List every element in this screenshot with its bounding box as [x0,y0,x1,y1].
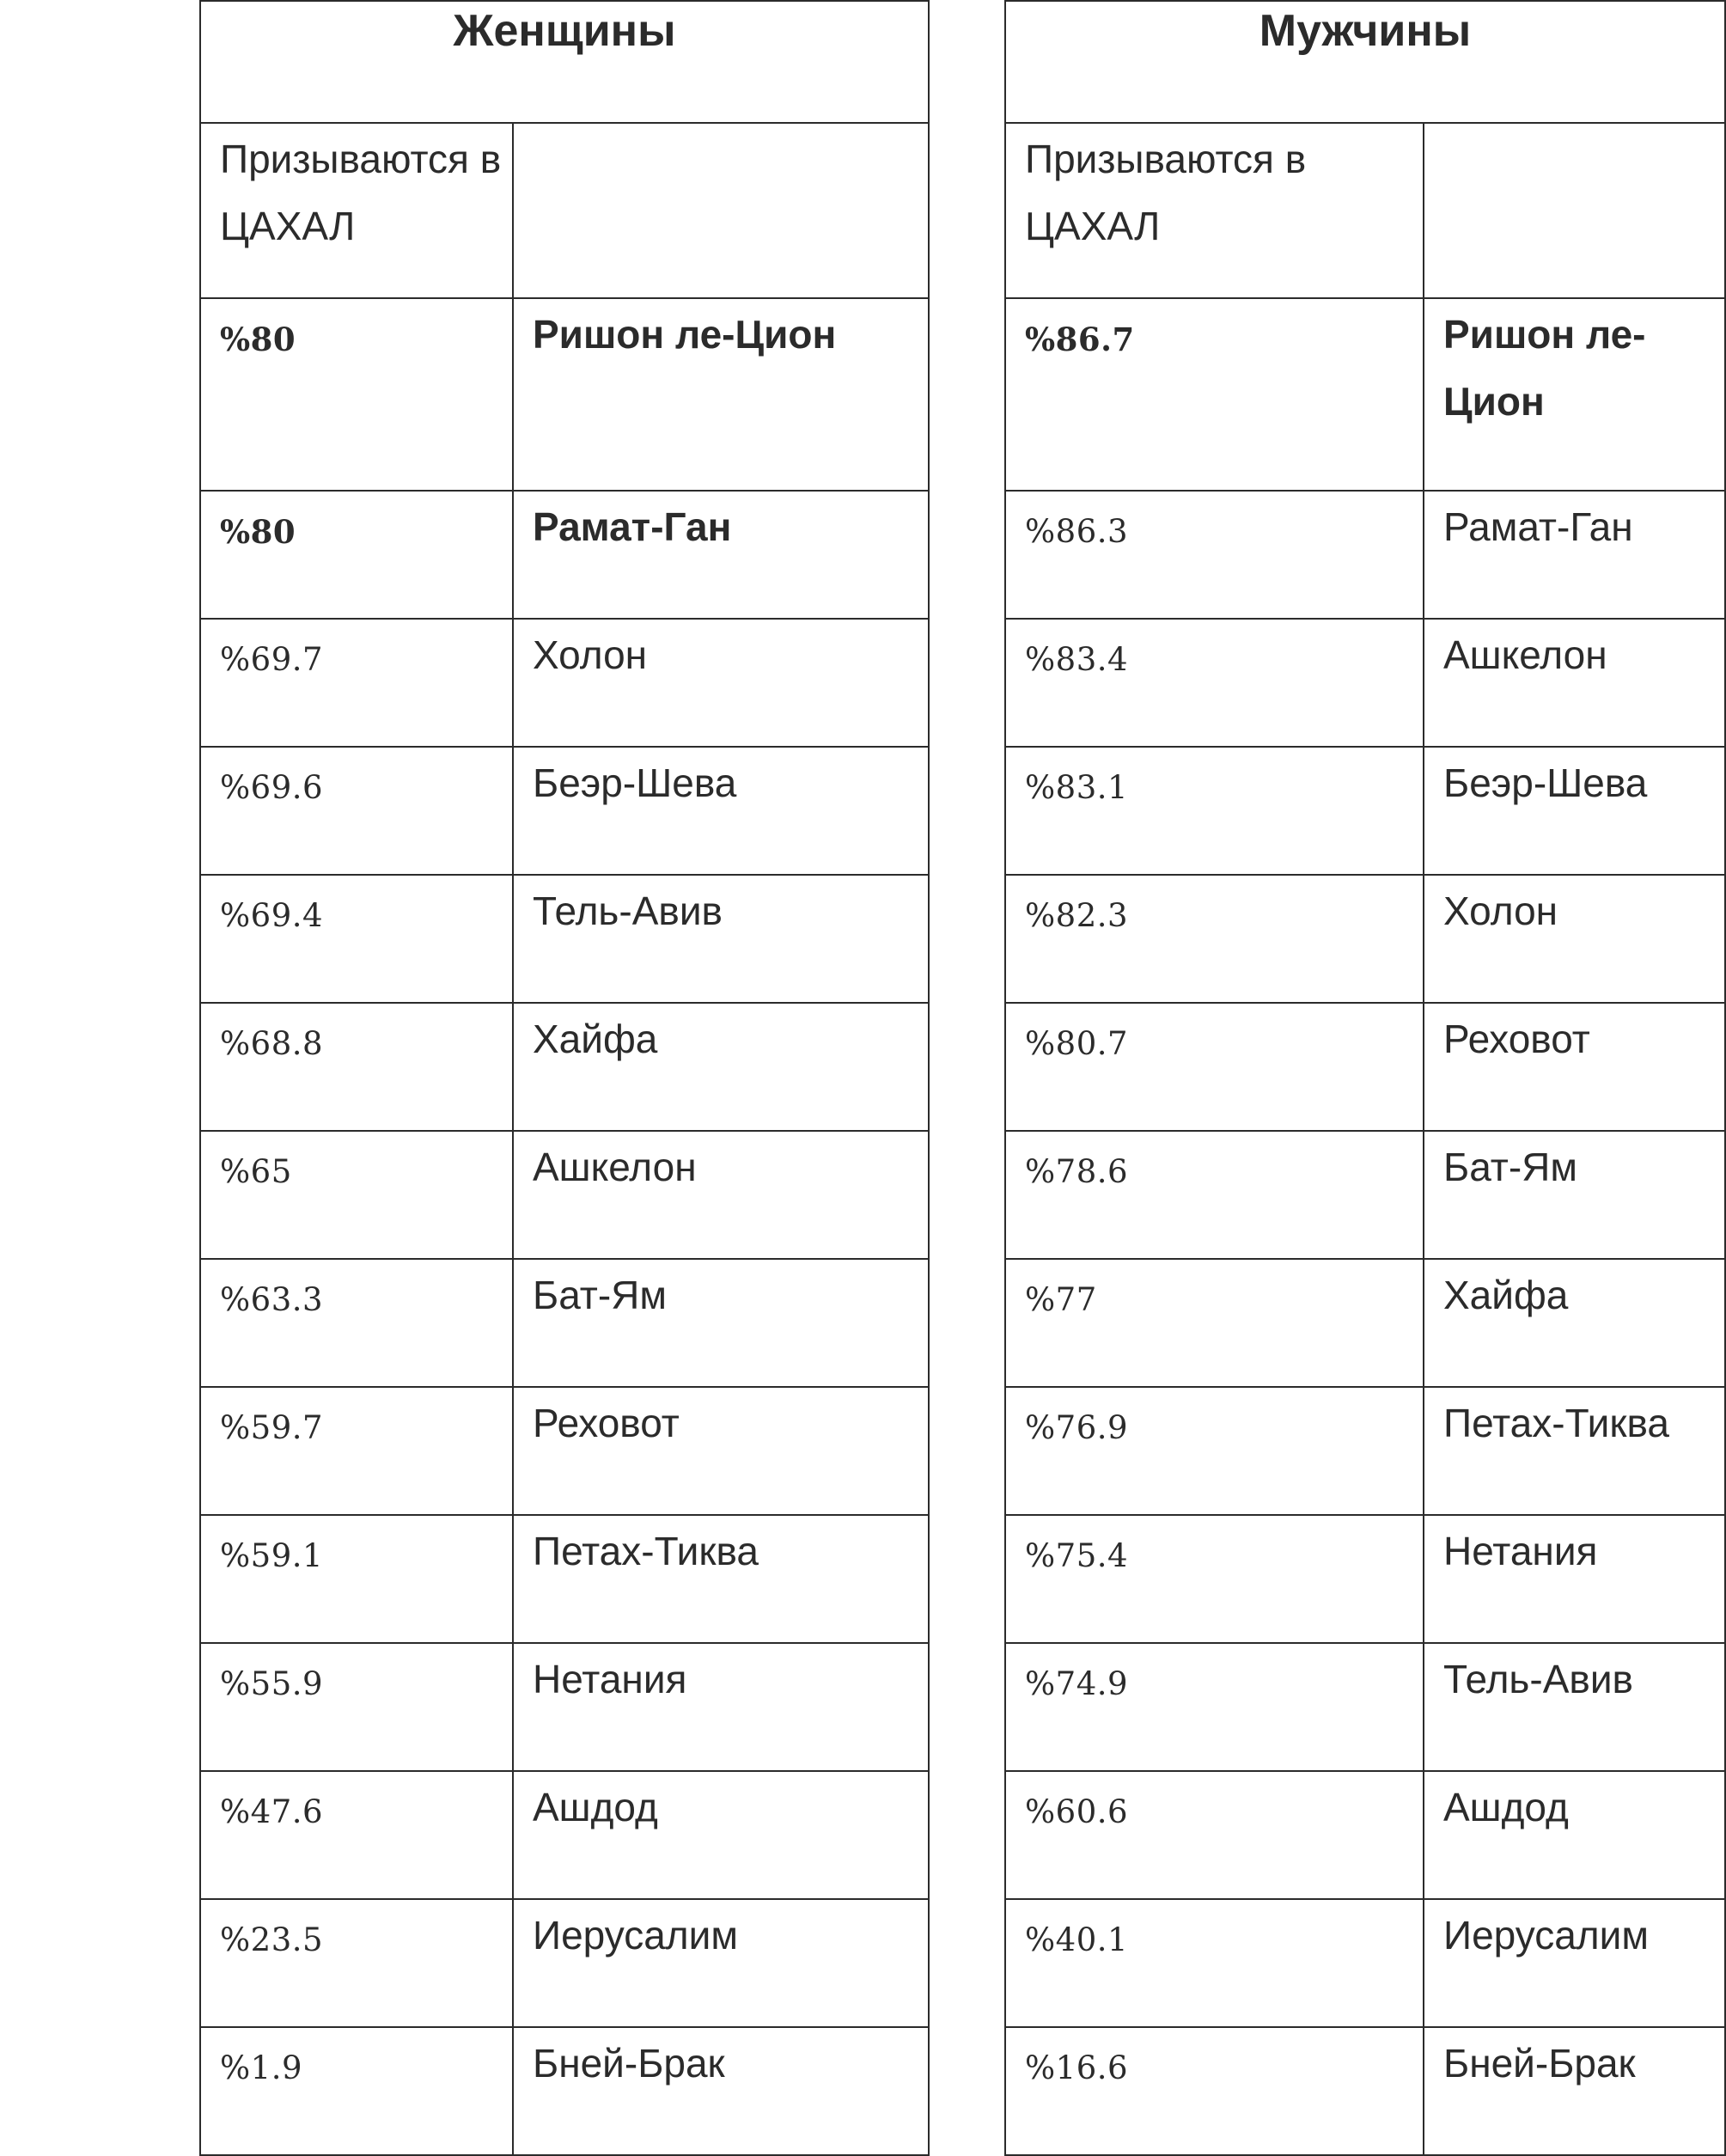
table-row [1005,491,1725,619]
city-cell: Петах-Тиква [1424,1387,1725,1515]
table-row [1005,1643,1725,1771]
percentage-cell: %1.9 [200,2027,513,2155]
table-row [200,298,929,491]
table-row [200,619,929,747]
city-cell: Хайфа [1424,1259,1725,1387]
percentage-cell: %82.3 [1005,875,1424,1003]
city-cell: Бат-Ям [1424,1131,1725,1259]
city-cell: Тель-Авив [513,875,929,1003]
city-cell: Холон [513,619,929,747]
table-row [1005,2027,1725,2155]
percentage-cell: %16.6 [1005,2027,1424,2155]
percentage-cell: %80 [200,491,513,619]
percentage-cell: %59.1 [200,1515,513,1643]
city-cell: Холон [1424,875,1725,1003]
women-table [199,0,930,2156]
women-column-header: Призываются в ЦАХАЛ [200,123,513,298]
table-row [200,1387,929,1515]
table-row [200,1515,929,1643]
table-row [1005,1387,1725,1515]
men-empty-header [1424,123,1725,298]
table-row [200,875,929,1003]
city-cell: Иерусалим [513,1899,929,2027]
women-empty-header [513,123,929,298]
city-cell: Хайфа [513,1003,929,1131]
city-cell: Бней-Брак [1424,2027,1725,2155]
percentage-cell: %86.3 [1005,491,1424,619]
percentage-cell: %55.9 [200,1643,513,1771]
table-row [200,1643,929,1771]
percentage-cell: %47.6 [200,1771,513,1899]
table-row [1005,1003,1725,1131]
percentage-cell: %80.7 [1005,1003,1424,1131]
table-row [1005,875,1725,1003]
table-row [200,2027,929,2155]
table-row [1005,747,1725,875]
table-row [200,1003,929,1131]
table-row [1005,1771,1725,1899]
table-row [200,1899,929,2027]
city-cell: Ришон ле-Цион [1424,298,1725,491]
city-cell: Тель-Авив [1424,1643,1725,1771]
city-cell: Ашдод [1424,1771,1725,1899]
table-row [200,491,929,619]
percentage-cell: %69.7 [200,619,513,747]
percentage-cell: %40.1 [1005,1899,1424,2027]
percentage-cell: %74.9 [1005,1643,1424,1771]
table-row [200,1131,929,1259]
percentage-cell: %86.7 [1005,298,1424,491]
percentage-cell: %75.4 [1005,1515,1424,1643]
women-title: Женщины [200,1,929,123]
city-cell: Бней-Брак [513,2027,929,2155]
percentage-cell: %69.6 [200,747,513,875]
men-column-header: Призываются в ЦАХАЛ [1005,123,1424,298]
percentage-cell: %80 [200,298,513,491]
table-row [200,747,929,875]
percentage-cell: %63.3 [200,1259,513,1387]
table-row [1005,1515,1725,1643]
city-cell: Бат-Ям [513,1259,929,1387]
percentage-cell: %78.6 [1005,1131,1424,1259]
city-cell: Ашдод [513,1771,929,1899]
percentage-cell: %65 [200,1131,513,1259]
table-row [1005,1899,1725,2027]
table-row [1005,1131,1725,1259]
percentage-cell: %68.8 [200,1003,513,1131]
table-row [200,1259,929,1387]
percentage-cell: %77 [1005,1259,1424,1387]
table-row [1005,619,1725,747]
city-cell: Ашкелон [513,1131,929,1259]
city-cell: Ришон ле-Цион [513,298,929,491]
city-cell: Ашкелон [1424,619,1725,747]
percentage-cell: %23.5 [200,1899,513,2027]
city-cell: Беэр-Шева [513,747,929,875]
percentage-cell: %69.4 [200,875,513,1003]
percentage-cell: %83.1 [1005,747,1424,875]
table-row [200,1771,929,1899]
city-cell: Реховот [1424,1003,1725,1131]
men-title: Мужчины [1005,1,1725,123]
city-cell: Реховот [513,1387,929,1515]
percentage-cell: %83.4 [1005,619,1424,747]
percentage-cell: %59.7 [200,1387,513,1515]
city-cell: Иерусалим [1424,1899,1725,2027]
city-cell: Беэр-Шева [1424,747,1725,875]
city-cell: Нетания [1424,1515,1725,1643]
percentage-cell: %60.6 [1005,1771,1424,1899]
city-cell: Нетания [513,1643,929,1771]
table-row [1005,298,1725,491]
percentage-cell: %76.9 [1005,1387,1424,1515]
city-cell: Рамат-Ган [1424,491,1725,619]
city-cell: Петах-Тиква [513,1515,929,1643]
city-cell: Рамат-Ган [513,491,929,619]
table-row [1005,1259,1725,1387]
men-table [1004,0,1726,2156]
